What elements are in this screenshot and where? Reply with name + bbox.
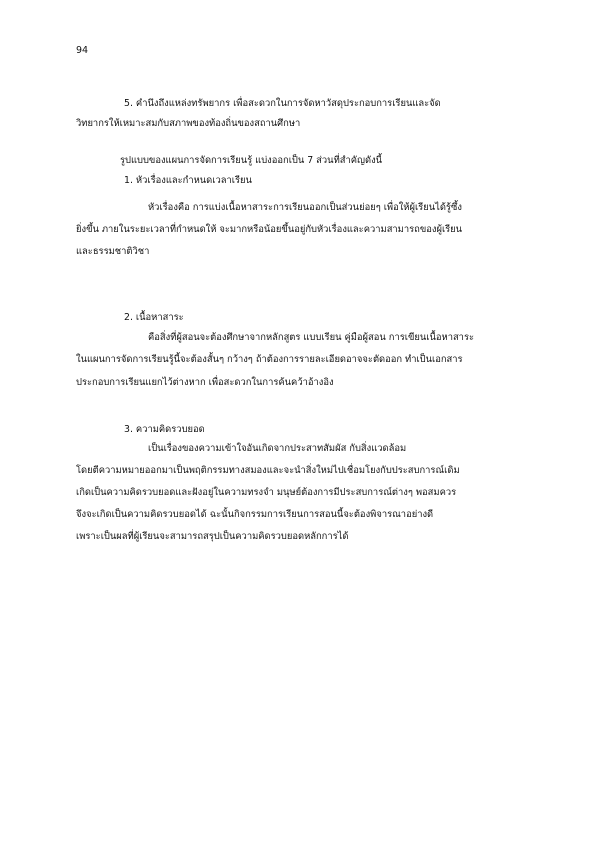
topic3-line4: จึงจะเกิดเป็นความคิดรวบยอดได้ ฉะนั้นกิจกรรมการเรียนการสอนนี้จะต้องพิจารณาอย่างดี: [76, 509, 434, 520]
topic3-line1: เป็นเรื่องของความเข้าใจอันเกิดจากประสาทสัมผัส กับสิ่งแวดล้อม: [148, 443, 407, 454]
topic1-line2: ยิ่งขึ้น ภายในระยะเวลาที่กำหนดให้ จะมากหรือน้อยขึ้นอยู่กับหัวเรื่องและความสามารถของผู้เรียน: [76, 224, 463, 235]
topic2-line1: คือสิ่งที่ผู้สอนจะต้องศึกษาจากหลักสูตร แบบเรียน คู่มือผู้สอน การเขียนเนื้อหาสาระ: [148, 332, 475, 343]
topic1-line1: หัวเรื่องคือ การแบ่งเนื้อหาสาระการเรียนออกเป็นส่วนย่อยๆ เพื่อให้ผู้เรียนได้รู้ซึ้ง: [148, 202, 462, 213]
page-number: 94: [76, 45, 89, 56]
topic1-title: 1. หัวเรื่องและกำหนดเวลาเรียน: [124, 175, 252, 186]
topic3-line3: เกิดเป็นความคิดรวบยอดและฝังอยู่ในความทรงจำ มนุษย์ต้องการมีประสบการณ์ต่างๆ พอสมควร: [76, 487, 457, 498]
section-heading: รูปแบบของแผนการจัดการเรียนรู้ แบ่งออกเป็น 7 ส่วนที่สำคัญดังนี้: [120, 155, 383, 166]
topic2-line2: ในแผนการจัดการเรียนรู้นี้จะต้องสั้นๆ กว้างๆ ถ้าต้องการรายละเอียดอาจจะตัดออก ทำเป็นเอกสาร: [76, 354, 463, 365]
topic1-line3: และธรรมชาติวิชา: [76, 246, 150, 257]
item5-line2: วิทยากรให้เหมาะสมกับสภาพของท้องถิ่นของสถานศึกษา: [76, 118, 301, 129]
topic3-line5: เพราะเป็นผลที่ผู้เรียนจะสามารถสรุปเป็นความคิดรวบยอดหลักการได้: [76, 531, 349, 542]
topic3-line2: โดยตีความหมายออกมาเป็นพฤติกรรมทางสมองและจะนำสิ่งใหม่ไปเชื่อมโยงกับประสบการณ์เดิม: [76, 465, 460, 476]
item5-line1: 5. คำนึงถึงแหล่งทรัพยากร เพื่อสะดวกในการจัดหาวัสดุประกอบการเรียนและจัด: [124, 98, 441, 109]
topic2-title: 2. เนื้อหาสาระ: [124, 312, 184, 323]
topic2-line3: ประกอบการเรียนแยกไว้ต่างหาก เพื่อสะดวกในการค้นคว้าอ้างอิง: [76, 377, 334, 388]
topic3-title: 3. ความคิดรวบยอด: [124, 424, 205, 435]
